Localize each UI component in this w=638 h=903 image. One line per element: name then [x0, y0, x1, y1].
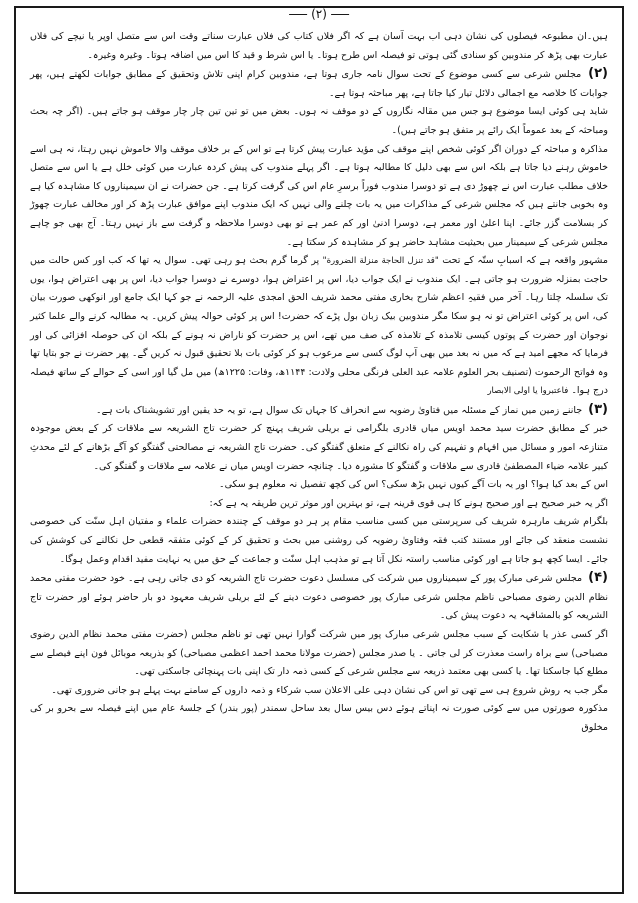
paragraph-2 — [30, 65, 608, 103]
paragraph-text: مجلس شرعی سے کسی موضوع کے تحت سوال نامہ جاری ہوتا ہے، مندوبین کرام اپنی تلاش وتحقیق کے مطابق جوابات لکھتے ہیں، پھر جوابات کا خلاصہ مع اجمالی دلائل تیار کیا جاتا ہے، پھر مباحثہ ہوتا ہے۔ — [30, 69, 608, 99]
arabic-quote: "قد تنزل الحاجة منزلة الضرورة" — [322, 256, 439, 267]
paragraph-text: خبر کے مطابق حضرت سید محمد اویس میاں قادری بلگرامی نے بریلی شریف پہنچ کر حضرت تاج الشریعہ سے ملاقات کر کے بعض موجودہ متنازعہ امور و مسائل میں افہام و تفہیم کی راہ نکالنے کے متعلق گفتگو کی۔ حضرت تاج الشریعہ نے مصالحتی گفتگو کو آگے بڑھانے کے لئے محدثِ کبیر علامہ ضیاء المصطفیٰ قادری سے ملاقات و گفتگو کا مشورہ دیا۔ چنانچہ حضرت اویس میاں نے علامہ سے ملاقات و گفتگو کی۔ — [30, 423, 608, 472]
paragraph-1 — [30, 28, 608, 65]
paragraph-13 — [30, 682, 608, 701]
body-text — [30, 28, 608, 738]
arabic-quote: فاعتبروا یا اولی الابصار — [487, 386, 569, 397]
page-number-box — [281, 7, 357, 21]
paragraph-text: شاید ہی کوئی ایسا موضوع ہو جس میں مقالہ نگاروں کے دو موقف نہ ہوں۔ بعض میں تو تین تین چار چار موقف ہو جاتے ہیں۔ (اگر چہ بحث ومباحثہ کے بعد عموماً ایک رائے پر متفق ہو جاتے ہیں)۔ — [30, 106, 608, 136]
paragraph-text: مشہور واقعہ ہے کہ اسبابِ ستّہ کے تحت — [442, 255, 608, 267]
section-number: (۴) — [588, 570, 608, 586]
paragraph-text: پر گرما گرم بحث ہو رہی تھی۔ سوال یہ تھا کہ کب اور کس حالت میں حاجت بمنزلہ ضرورت ہو جاتی ہے۔ ایک مندوب نے ایک جواب دیا، اس پر اعتراض ہوا، دوسرے نے دوسرا جواب دیا، اس پر بھی اعتراض ہوا، یوں تک سلسلہ چلتا رہا۔ آخر میں فقیہِ اعظم شارح بخاری مفتی محمد شریف الحق امجدی علیہ الرحمہ نے جو کہا ایک جامع اور انوکھی صورت بیان کی، اس پر کوئی اعتراض تو نہ ہو سکا مگر مندوبین بیک زبان بول پڑے کہ حضرت! اس پر کوئی حوالہ پیش کریں۔ یہ مطالبہ کرنے والے علما کثیر نوجوان اور حضرت کے پوتوں کیسی تلامذہ کے تلامذہ کی صف میں تھے، اس پر حضرت کو ناراض نہ ہونے کے بلکہ ان کی حوصلہ افزائی کی اور فرمایا کہ مجھے امید ہے کہ میں نہ بعد میں بھی آپ لوگ کسی سے مرعوب ہو کر کوئی بات بلا تحقیق قبول نہ کریں گے۔ پھر حضرت نے جو بتایا تھا وہ فواتح الرحموت (تصنیف بحر العلوم علامہ عبد العلی فرنگی محلی ولادت: ۱۱۴۴ھ، وفات: ۱۲۲۵ھ) میں مل گیا اور اسی کے حوالے کے ساتھ فیصلہ درج ہوا۔ — [30, 255, 608, 397]
paragraph-text: ہیں۔ان مطبوعہ فیصلوں کی نشان دہی اب بہت آسان ہے کہ اگر فلاں کتاب کی فلاں عبارت سناتے وقت اس سے متصل اوپر یا نیچے کی فلاں عبارت بھی پڑھ کر مندوبین کو سنادی گئی ہوتی تو فیصلہ اس طرح ہوتا۔ یا اس شرط و قید کا اس میں اضافہ ہوتا۔ وغیرہ وغیرہ۔ — [30, 31, 608, 61]
paragraph-text: اس کے بعد کیا ہوا؟ اور یہ بات آگے کیوں نہیں بڑھ سکی؟ اس کی کچھ تفصیل نہ معلوم ہو سکی۔ — [219, 479, 608, 491]
paragraph-9 — [30, 495, 608, 514]
paragraph-7 — [30, 420, 608, 476]
paragraph-12 — [30, 626, 608, 682]
paragraph-11 — [30, 569, 608, 626]
paragraph-8 — [30, 476, 608, 495]
paragraph-4 — [30, 141, 608, 253]
paragraph-text: اگر یہ خبر صحیح ہے اور صحیح ہونے کا ہی قوی قرینہ ہے، تو بہترین اور موثر ترین طریقہ یہ ہے کہ: — [209, 497, 608, 509]
paragraph-text: مگر جب یہ روش شروع ہی سے تھی تو اس کی نشان دہی علی الاعلان سب شرکاء و ذمہ داروں کے سامنے بہت پہلے ہو جانی ضروری تھی۔ — [51, 684, 608, 696]
paragraph-text: مذکورہ صورتوں میں سے کوئی صورت نہ اپناتے ہوئے دس بیس سال بعد ساحل سمندر (پور بندر) کے جلسۂ عام میں اپنے فیصلہ سے بحرو بر کی مخلوق — [30, 703, 608, 733]
paragraph-text: اگر کسی عذر یا شکایت کے سبب مجلس شرعی مبارک پور میں شرکت گوارا نہیں تھی تو ناظم مجلس (حضرت مفتی محمد نظام الدین رضوی مصباحی) سے براہ راست معذرت کر لی جاتی ۔ یا صدر مجلس (حضرت مولانا محمد احمد اعظمی مصباحی) کو بذریعہ موبائل فون اپنے فیصلے سے مطلع کیا جاسکتا تھا۔ یا کسی بھی معتمد ذریعہ سے مجلس شرعی کے کسی ذمہ دار تک اپنی بات پہنچائی جاسکتی تھی۔ — [30, 629, 608, 678]
paragraph-5 — [30, 252, 608, 401]
paragraph-text: مذاکرہ و مباحثہ کے دوران اگر کوئی شخص اپنے موقف کی مؤید عبارت پیش کرتا ہے تو اس کے بر خلاف موقف والا خاموش نہیں رہتا، نہ ہی اسے خاموش رہنے دیا جاتا ہے بلکہ اس سے بھی دلیل کا مطالبہ ہوتا ہے۔ اگر پہلے مندوب کی پیش کردہ عبارت میں کوئی خلل ہے یا اس سے متصل خلاف مطلب عبارت اس نے چھوڑ دی ہے تو دوسرا مندوب فوراً برسرِ عام اس کی گرفت کرتا ہے۔ جن حضرات نے ان سیمیناروں کا مشاہدہ کیا ہے وہ بخوبی جانتے ہیں کہ مجلس شرعی کے مذاکرات میں یہ بات چلنے والی نہیں کہ ایک مندوب اپنے موافق عبارت پڑھ کر اور مخالف عبارت چھوڑ کر بسلامت گزر جائے۔ اپنا اعلیٰ اور معمر ہے، دوسرا ادنیٰ اور کم عمر ہے تو بھی دوسرا ملاحظہ و گرفت سے باز نہیں رہتا۔ آج بھی جو چاہے مجلس شرعی کے سیمینار میں بحیثیت مشاہد حاضر ہو کر مشاہدہ کر سکتا ہے۔ — [30, 143, 608, 248]
paragraph-text: جاننے زمین میں نماز کے مسئلہ میں فتاویٰ رضویہ سے انحراف کا جہاں تک سوال ہے، تو یہ حد یقین اور تشویشناک بات ہے۔ — [96, 404, 583, 416]
section-number: (۳) — [588, 401, 608, 417]
paragraph-3 — [30, 103, 608, 140]
paragraph-6 — [30, 401, 608, 421]
paragraph-text: بلگرام شریف مارہرہ شریف کی سرپرستی میں کسی مناسب مقام پر ہر دو موقف کے چنندہ حضرات علماء و مفتیان اہل سنّت کی خصوصی نشست منعقد کی جائے اور مستند کتب فقہ وفتاویٰ رضویہ کی روشنی میں بحث و تحقیق کر کے کوئی متفقہ قطعی حل نکالنے کی کوشش کی جائے۔ ایسا کچھ ہو جاتا ہے اور کوئی مناسب راستہ نکل آتا ہے تو مذہب اہل سنّت و جماعت کے حق میں یہ نہایت مفید اقدام وعمل ہوگا۔ — [30, 516, 608, 565]
paragraph-10 — [30, 513, 608, 569]
page-number: (۲) — [311, 7, 327, 21]
paragraph-14 — [30, 700, 608, 737]
section-number: (۲) — [588, 66, 608, 82]
page-frame — [14, 6, 624, 894]
paragraph-text: مجلس شرعی مبارک پور کے سیمیناروں میں شرکت کی مسلسل دعوت حضرت تاج الشریعہ کو دی جاتی رہی ہے۔ خود حضرت مفتی محمد نظام الدین رضوی مصباحی ناظم مجلس شرعی مبارک پور خصوصی دعوت دینے کے لئے بریلی شریف معہود دو بار حاضر ہوئے اور حضرت تاج الشریعہ کو بالمشافہہ یہ دعوت پیش کی۔ — [30, 573, 608, 622]
